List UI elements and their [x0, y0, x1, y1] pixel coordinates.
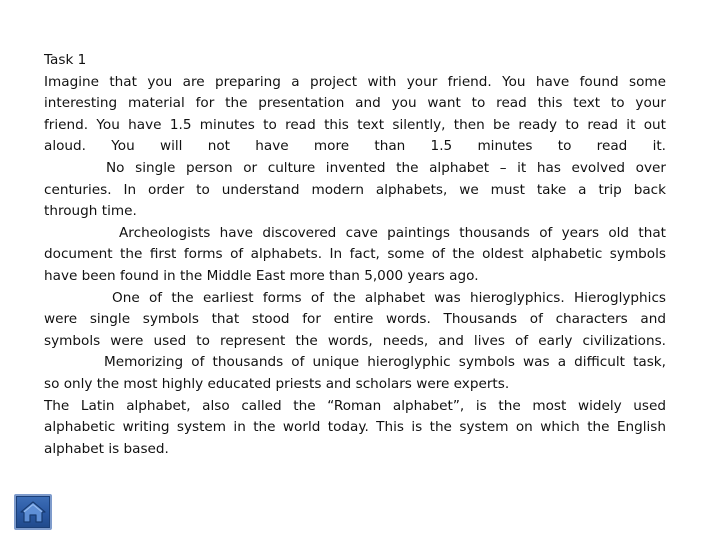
text-line: Memorizing of thousands of unique hieroglyphic symbols was a difficult task, — [104, 354, 666, 371]
text-line: centuries. In order to understand modern alphabets, we must take a trip back — [44, 181, 666, 198]
text-line: so only the most highly educated priests and scholars were experts. — [44, 375, 510, 392]
text-line: alphabetic writing system in the world today. This is the system on which the English — [44, 419, 666, 436]
home-button[interactable] — [14, 494, 52, 530]
text-line: Archeologists have discovered cave paintings thousands of years old that — [119, 224, 666, 241]
text-line: through time. — [44, 203, 137, 220]
text-line: One of the earliest forms of the alphabet was hieroglyphics. Hieroglyphics — [112, 289, 666, 306]
text-line: No single person or culture invented the alphabet – it has evolved over — [106, 159, 666, 176]
text-line: document the first forms of alphabets. In fact, some of the oldest alphabetic symbols — [44, 246, 666, 263]
text-line: The Latin alphabet, also called the “Roman alphabet”, is the most widely used — [44, 397, 666, 414]
text-line: Imagine that you are preparing a project with your friend. You have found some — [44, 73, 666, 90]
document-text — [44, 50, 666, 460]
text-line: friend. You have 1.5 minutes to read this text silently, then be ready to read it out — [44, 116, 666, 133]
text-line: were single symbols that stood for entire words. Thousands of characters and — [44, 311, 666, 328]
text-line: aloud. You will not have more than 1.5 minutes to read it. — [44, 138, 666, 155]
home-icon — [20, 500, 46, 524]
task-heading: Task 1 — [44, 52, 87, 68]
text-line: interesting material for the presentation and you want to read this text to your — [44, 95, 666, 112]
text-line: symbols were used to represent the words, needs, and lives of early civilizations. — [44, 332, 666, 349]
text-line: alphabet is based. — [44, 440, 169, 457]
text-line: have been found in the Middle East more than 5,000 years ago. — [44, 267, 479, 284]
